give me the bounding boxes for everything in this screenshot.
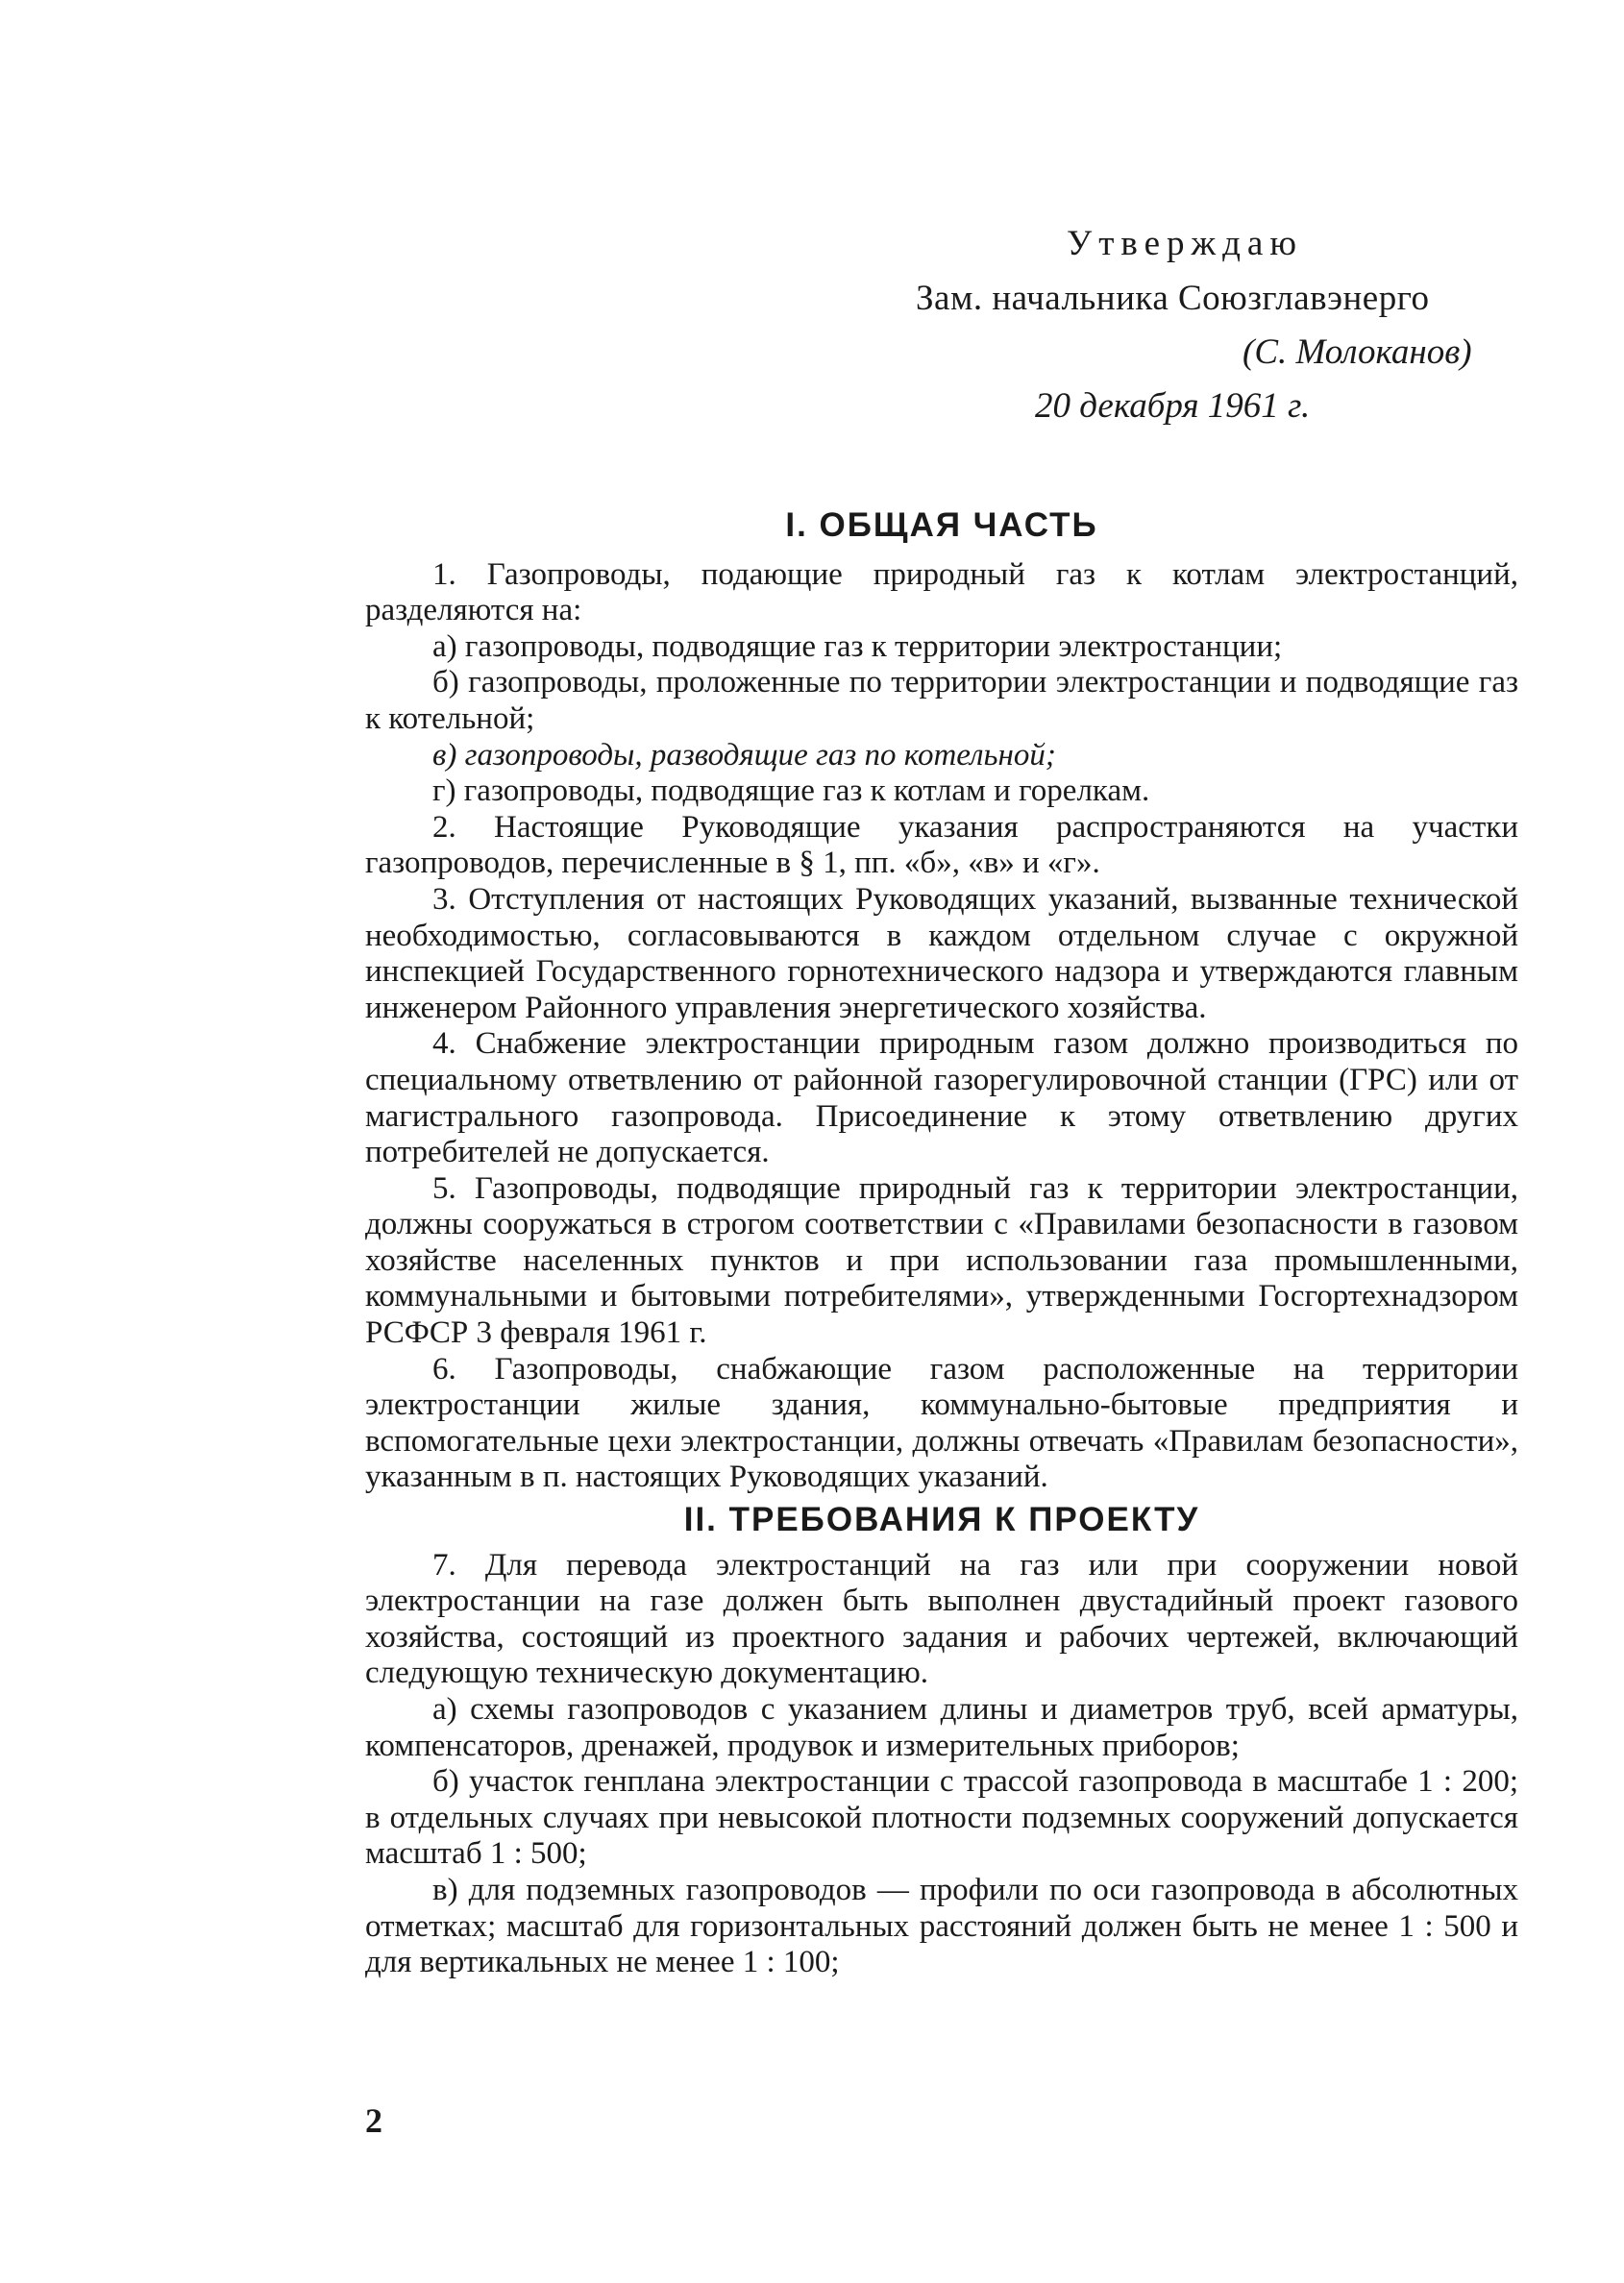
item-1v: в) газопроводы, разводящие газ по котельной; [432,737,1056,773]
paragraph-7: 7. Для перевода электростанций на газ или при сооружении новой электростанции на газе должен быть выполнен двустадийный проект газового хозяйства, состоящий из проектного задания и рабочих чертежей, включающий следующую техническую документацию. [365,1547,1518,1691]
paragraph-6: 6. Газопроводы, снабжающие газом расположенные на территории электростанции жилые здания, коммунально-бытовые предприятия и вспомогательные цехи электростанции, должны отвечать «Правилам безопасности», указанным в п. настоящих Руководящих указаний. [365,1351,1518,1495]
paragraph-1: 1. Газопроводы, подающие природный газ к котлам электростанций, разделяются на: [365,556,1518,628]
approval-position: Зам. начальника Союзглавэнерго [916,279,1430,318]
item-7b: б) участок генплана электростанции с трассой газопровода в масштабе 1 : 200; в отдельных случаях при невысокой плотности подземных сооружений допускается масштаб 1 : 500; [365,1764,1518,1872]
item-7a: а) схемы газопроводов с указанием длины и диаметров труб, всей арматуры, компенсаторов, дренажей, продувок и измерительных приборов; [365,1692,1518,1763]
paragraph-3: 3. Отступления от настоящих Руководящих указаний, вызванные технической необходимостью, согласовываются в каждом отдельном случае с окружной инспекцией Государственного горнотехнического надзора и утверждаются главным инженером Районного управления энергетического хозяйства. [365,881,1518,1025]
section-1-heading: I. ОБЩАЯ ЧАСТЬ [785,506,1098,544]
item-1a: а) газопроводы, подводящие газ к территории электростанции; [432,628,1283,664]
item-1g: г) газопроводы, подводящие газ к котлам и горелкам. [432,773,1150,809]
page-number: 2 [365,2101,382,2140]
paragraph-2: 2. Настоящие Руководящие указания распространяются на участки газопроводов, перечисленные в § 1, пп. «б», «в» и «г». [365,809,1518,881]
section-2-heading: II. ТРЕБОВАНИЯ К ПРОЕКТУ [683,1501,1200,1539]
approval-signatory: (С. Молоканов) [1243,332,1472,372]
paragraph-4: 4. Снабжение электростанции природным газом должно производиться по специальному ответвлению от районной газорегулировочной станции (ГРС) или от магистрального газопровода. Присоединение к этому ответвлению других потребителей не допускается. [365,1026,1518,1170]
item-1b: б) газопроводы, проложенные по территории электростанции и подводящие газ к котельной; [365,665,1518,736]
paragraph-5: 5. Газопроводы, подводящие природный газ к территории электростанции, должны сооружаться в строгом соответствии с «Правилами безопасности в газовом хозяйстве населенных пунктов и при использовании газа промышленными, коммунальными и бытовыми потребителями», утвержденными Госгортехнадзором РСФСР 3 февраля 1961 г. [365,1170,1518,1351]
document-body [365,500,1518,1981]
item-7v: в) для подземных газопроводов — профили по оси газопровода в абсолютных отметках; масштаб для горизонтальных расстояний должен быть не менее 1 : 500 и для вертикальных не менее 1 : 100; [365,1872,1518,1980]
approval-date: 20 декабря 1961 г. [1035,386,1311,426]
approval-title: Утверждаю [1067,224,1303,263]
